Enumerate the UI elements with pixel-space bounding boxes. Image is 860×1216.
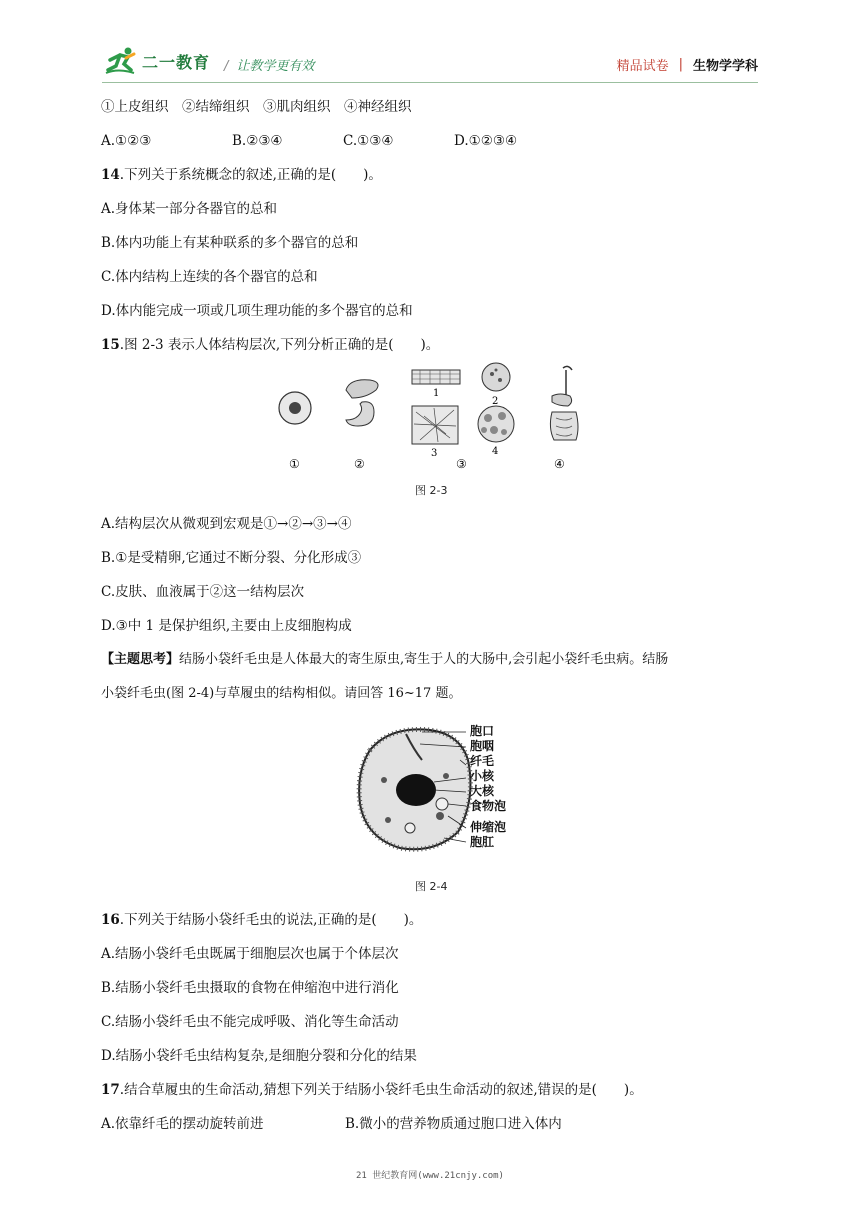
label-macronucleus: 大核 — [470, 784, 495, 798]
q17-stem — [101, 1080, 643, 1100]
q13-option-b: B.②③④ — [232, 133, 283, 149]
q16-stem — [101, 910, 422, 930]
q15-option-c: C.皮肤、血液属于②这一结构层次 — [101, 584, 305, 600]
label-cilia: 纤毛 — [470, 754, 495, 768]
tissue-label-1: 1 — [433, 388, 440, 399]
q17-options — [101, 1114, 562, 1134]
slogan-text: 让教学更有效 — [236, 59, 315, 74]
logo — [104, 46, 210, 76]
digestive-system-image — [550, 366, 578, 440]
premium-label: 精品试卷 — [616, 59, 669, 74]
q16-option-c: C.结肠小袋纤毛虫不能完成呼吸、消化等生命活动 — [101, 1014, 399, 1030]
q17-option-b: B.微小的营养物质通过胞口进入体内 — [345, 1116, 562, 1132]
liver-stomach-image — [346, 380, 378, 426]
header-right — [617, 55, 758, 74]
logo-text: 二一教育 — [142, 52, 211, 72]
q13-option-a: A.①②③ — [101, 133, 152, 149]
tissue-label-3: 3 — [431, 448, 438, 459]
page-header — [0, 0, 860, 82]
tissue-label-4: 4 — [492, 446, 499, 457]
q13-option-c: C.①③④ — [343, 133, 394, 149]
figure-2-4-labels — [470, 724, 506, 850]
q17-number: 17 — [101, 1082, 120, 1098]
q14-stem-text: .下列关于系统概念的叙述,正确的是( )。 — [119, 167, 382, 183]
tissue-images — [412, 363, 514, 444]
balantidium-image — [359, 729, 470, 849]
q16-option-b: B.结肠小袋纤毛虫摄取的食物在伸缩泡中进行消化 — [101, 980, 399, 996]
q15-number: 15 — [101, 337, 120, 353]
q13-items: ①上皮组织 ②结缔组织 ③肌肉组织 ④神经组织 — [101, 99, 412, 115]
q13-option-d: D.①②③④ — [454, 133, 518, 149]
q16-option-d: D.结肠小袋纤毛虫结构复杂,是细胞分裂和分化的结果 — [101, 1048, 417, 1064]
q14-stem — [101, 165, 382, 185]
q16-number: 16 — [101, 912, 120, 928]
figure-label-2: ② — [354, 457, 365, 471]
q14-option-d: D.体内能完成一项或几项生理功能的多个器官的总和 — [101, 303, 413, 319]
topic-line-1 — [101, 650, 668, 670]
q17-option-a: A.依靠纤毛的摆动旋转前进 — [101, 1116, 264, 1132]
page-footer: 21 世纪教育网(www.21cnjy.com) — [356, 1171, 504, 1181]
q14-option-a: A.身体某一部分各器官的总和 — [101, 201, 278, 217]
q15-option-a: A.结构层次从微观到宏观是①→②→③→④ — [101, 516, 352, 532]
figure-2-4-caption: 图 2-4 — [415, 880, 448, 893]
q15-option-d: D.③中 1 是保护组织,主要由上皮细胞构成 — [101, 618, 352, 634]
q14-option-c: C.体内结构上连续的各个器官的总和 — [101, 269, 318, 285]
figure-2-3-caption: 图 2-3 — [415, 484, 448, 497]
figure-label-1: ① — [289, 457, 300, 471]
figure-label-4: ④ — [554, 457, 565, 471]
q15-stem-text: .图 2-3 表示人体结构层次,下列分析正确的是( )。 — [119, 337, 440, 353]
header-rule — [102, 82, 758, 83]
topic-text-1: 结肠小袋纤毛虫是人体最大的寄生原虫,寄生于人的大肠中,会引起小袋纤毛虫病。结肠 — [179, 652, 669, 667]
label-cytopharynx: 胞咽 — [470, 739, 495, 753]
q14-number: 14 — [101, 167, 120, 183]
topic-text-2: 小袋纤毛虫(图 2-4)与草履虫的结构相似。请回答 16~17 题。 — [101, 686, 462, 701]
q14-option-b: B.体内功能上有某种联系的多个器官的总和 — [101, 235, 359, 251]
label-micronucleus: 小核 — [470, 769, 495, 783]
q17-stem-text: .结合草履虫的生命活动,猜想下列关于结肠小袋纤毛虫生命活动的叙述,错误的是( )。 — [119, 1082, 643, 1098]
slogan: / 让教学更有效 — [224, 59, 315, 74]
tissue-label-2: 2 — [492, 396, 499, 407]
runner-logo-icon — [104, 46, 138, 76]
topic-tag: 【主题思考】 — [101, 652, 180, 667]
q16-stem-text: .下列关于结肠小袋纤毛虫的说法,正确的是( )。 — [119, 912, 423, 928]
figure-label-3: ③ — [456, 457, 467, 471]
figure-2-3 — [270, 362, 590, 474]
label-contractile-vacuole: 伸缩泡 — [470, 820, 507, 834]
header-divider: | — [678, 57, 683, 72]
subject-label: 生物学学科 — [692, 59, 758, 74]
q15-option-b: B.①是受精卵,它通过不断分裂、分化形成③ — [101, 550, 362, 566]
q16-option-a: A.结肠小袋纤毛虫既属于细胞层次也属于个体层次 — [101, 946, 399, 962]
q13-options — [101, 131, 517, 151]
label-cytostome: 胞口 — [470, 724, 495, 738]
fertilized-egg-cell-image — [279, 392, 311, 424]
label-food-vacuole: 食物泡 — [470, 799, 507, 813]
label-cytoproct: 胞肛 — [470, 835, 495, 849]
q15-stem — [101, 335, 439, 355]
